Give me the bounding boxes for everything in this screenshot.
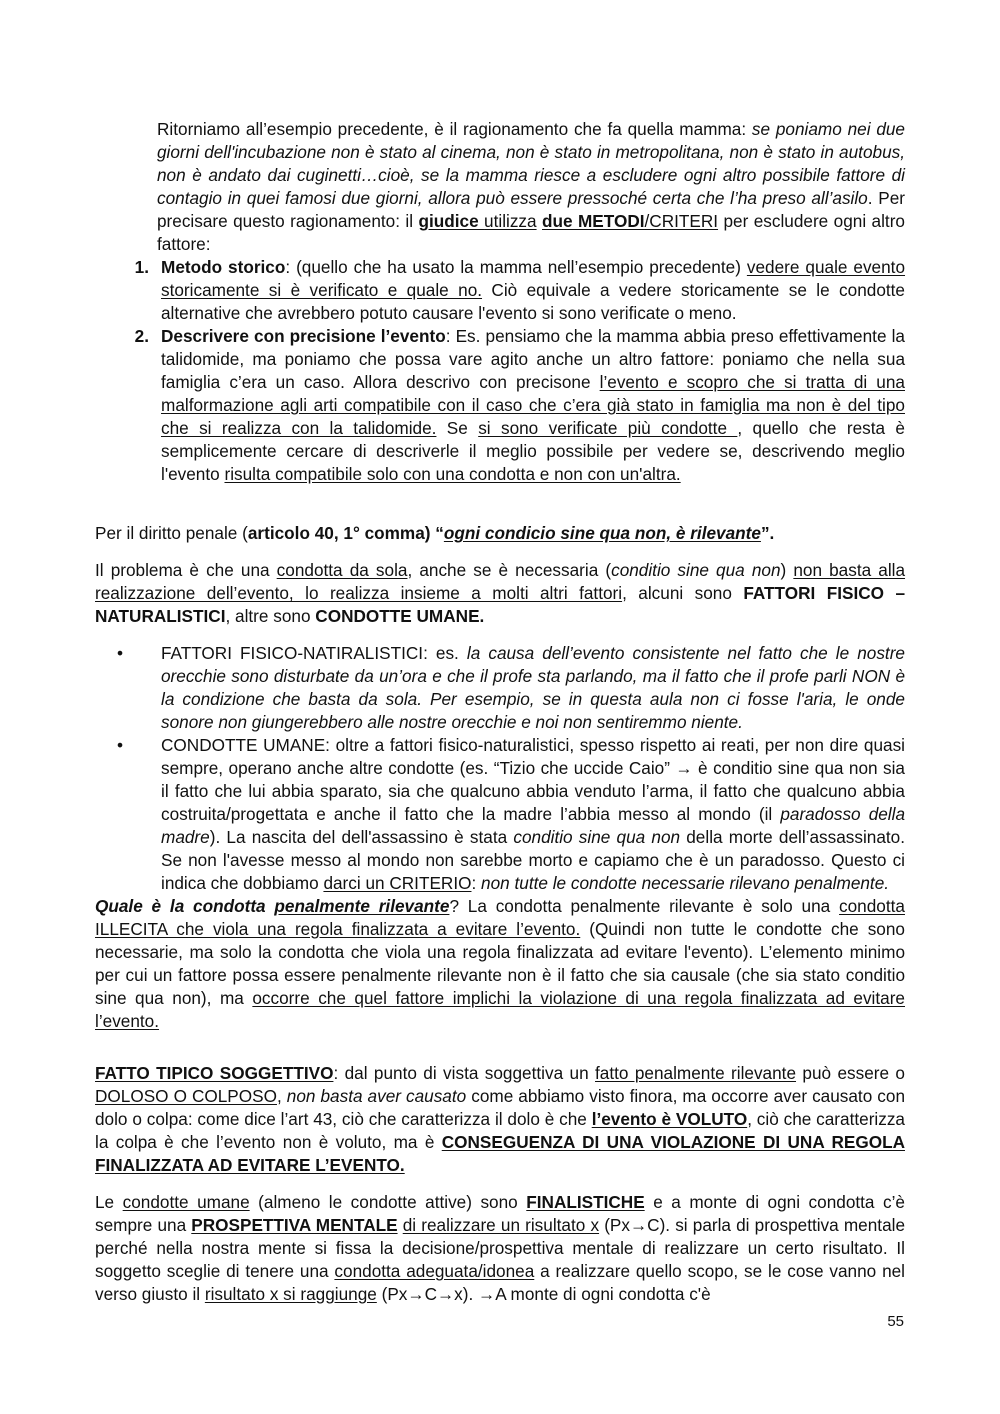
intro-section bbox=[95, 118, 905, 486]
text-run: (Quindi non tutte le condotte che sono necessarie, ma solo la condotta che viola una regola finalizzata ad evitare l'evento). L’elemento minimo per cui un fattore possa essere penalmente rilevante non è il fatto che sia causale (che sia stato conditio sine qua non), ma bbox=[95, 919, 905, 1008]
factors-list bbox=[95, 642, 905, 895]
text-run: a realizzare quello scopo, se le cose vanno nel verso giusto il bbox=[95, 1261, 905, 1304]
text-run: ? La condotta penalmente rilevante è solo una bbox=[449, 896, 840, 916]
article-40-section bbox=[95, 522, 905, 545]
text-run: : dal punto di vista soggettiva un bbox=[333, 1063, 596, 1083]
problem-section bbox=[95, 559, 905, 628]
subjective-fact-section bbox=[95, 1062, 905, 1177]
text-run: Se bbox=[436, 418, 479, 438]
text-run: condotta da sola bbox=[276, 560, 408, 580]
text-run: : (quello che ha usato la mamma nell’esempio precedente) bbox=[285, 257, 747, 277]
text-run: (almeno le condotte attive) sono bbox=[249, 1192, 527, 1212]
text-run: : bbox=[471, 873, 482, 893]
text-run: fatto penalmente rilevante bbox=[595, 1063, 797, 1083]
text-run: l’evento è VOLUTO bbox=[591, 1109, 748, 1129]
text-run: vedere quale evento storicamente si è verificato e quale no. bbox=[161, 257, 906, 300]
text-run: /CRITERI bbox=[644, 211, 719, 231]
text-run: ogni condicio sine qua non, è rilevante bbox=[443, 523, 761, 543]
text-run: due METODI bbox=[542, 211, 645, 231]
text-run: per escludere ogni altro fattore: bbox=[157, 211, 905, 254]
text-run: risulta compatibile solo con una condotta e non con un'altra. bbox=[224, 464, 681, 484]
text-run: Le bbox=[95, 1192, 123, 1212]
text-run: e a monte di ogni condotta c’è sempre una bbox=[95, 1192, 905, 1235]
factor-item bbox=[95, 734, 905, 895]
method-item bbox=[95, 325, 905, 486]
text-run: , quello che resta è semplicemente cercare di descriverle il meglio possibile per vedere se, descrivendo meglio l'evento bbox=[161, 418, 905, 484]
text-run: , altre sono bbox=[225, 606, 316, 626]
methods-list bbox=[95, 256, 905, 486]
text-run: non tutte le condotte necessarie rilevano penalmente. bbox=[481, 873, 890, 893]
text-run: PROSPETTIVA MENTALE bbox=[191, 1215, 398, 1235]
text-run: Per il diritto penale ( bbox=[95, 523, 248, 543]
list-marker: • bbox=[117, 643, 124, 663]
text-run: Metodo storico bbox=[161, 257, 286, 277]
text-run: (Px→C). si parla di prospettiva mentale perché nella nostra mente si fissa la decisione/prospettiva mentale di realizzare un certo risultato. Il soggetto sceglie di tenere una bbox=[95, 1215, 905, 1281]
text-run: , alcuni sono bbox=[622, 583, 744, 603]
problem-paragraph bbox=[95, 559, 905, 628]
text-run: Ciò equivale a vedere storicamente se le condotte alternative che avrebbero potuto causare l'evento si sono verificate o meno. bbox=[161, 280, 905, 323]
text-run: FINALISTICHE bbox=[526, 1192, 645, 1212]
text-run: FATTORI FISICO – NATURALISTICI bbox=[95, 583, 906, 626]
text-run: , bbox=[276, 1086, 287, 1106]
text-run: condotta ILLECITA che viola una regola finalizzata a evitare l’evento. bbox=[95, 896, 905, 939]
text-run: DOLOSO O COLPOSO bbox=[95, 1086, 277, 1106]
text-run: condotte umane bbox=[122, 1192, 250, 1212]
text-run: l’evento e scopro che si tratta di una malformazione agli arti compatibile con il caso che c’era già stato in famiglia ma non è del tipo che si realizza con la talidomide. bbox=[161, 372, 905, 438]
text-run: utilizza bbox=[484, 211, 537, 231]
list-marker: • bbox=[117, 735, 124, 755]
human-conduct-paragraph bbox=[95, 1191, 905, 1306]
text-run: conditio sine qua non bbox=[513, 827, 681, 847]
text-run: penalmente rilevante bbox=[274, 896, 450, 916]
text-run: ”. bbox=[760, 523, 775, 543]
text-run: giudice bbox=[418, 211, 485, 231]
text-run: non basta alla realizzazione dell’evento, lo realizza insieme a molti altri fattori bbox=[95, 560, 906, 603]
text-run: articolo 40, 1° comma) “ bbox=[247, 523, 444, 543]
page-number: 55 bbox=[887, 1313, 904, 1330]
text-run: darci un CRITERIO bbox=[323, 873, 472, 893]
text-run: conditio sine qua non bbox=[611, 560, 781, 580]
text-run: occorre che quel fattore implichi la violazione di una regola finalizzata ad evitare l’evento. bbox=[95, 988, 905, 1031]
subjective-fact-paragraph bbox=[95, 1062, 905, 1177]
text-run: FATTO TIPICO SOGGETTIVO bbox=[95, 1063, 334, 1083]
text-run: la causa dell’evento consistente nel fatto che le nostre orecchie sono disturbate da un’ora e che il profe sta parlando, ma il fatto che il profe parli NON è la condizione che basta da sola. Per esempio, se in questa aula non ci fosse l'aria, le onde sonore non giungerebbero alle nostre orecchie e noi non sentiremmo niente. bbox=[161, 643, 905, 732]
text-run: condotta adeguata/idonea bbox=[334, 1261, 535, 1281]
list-marker: 2. bbox=[134, 326, 149, 346]
text-run: . Per precisare questo ragionamento: il bbox=[157, 188, 905, 231]
text-run: ). La nascita del dell'assassino è stata bbox=[209, 827, 514, 847]
text-run: CONSEGUENZA DI UNA VIOLAZIONE DI UNA REGOLA FINALIZZATA AD EVITARE L’EVENTO. bbox=[95, 1132, 905, 1175]
text-run: FATTORI FISICO-NATIRALISTICI: es. bbox=[161, 643, 467, 663]
text-run: : Es. pensiamo che la mamma abbia preso effettivamente la talidomide, ma poniamo che possa vare agito anche un altro fattore: poniamo che nella sua famiglia c’era un caso. Allora descrivo con precisone bbox=[161, 326, 905, 392]
text-run: di realizzare un risultato x bbox=[402, 1215, 600, 1235]
human-conduct-section bbox=[95, 1191, 905, 1306]
factor-item bbox=[95, 642, 905, 734]
text-run: Ritorniamo all’esempio precedente, è il ragionamento che fa quella mamma: bbox=[157, 119, 752, 139]
text-run: Il problema è che una bbox=[95, 560, 277, 580]
text-run: ) bbox=[780, 560, 794, 580]
factors-section bbox=[95, 642, 905, 1033]
list-marker: 1. bbox=[134, 257, 149, 277]
text-run: , anche se è necessaria ( bbox=[407, 560, 612, 580]
relevant-conduct-paragraph bbox=[95, 895, 905, 1033]
text-run: come abbiamo visto finora, ma occorre aver causato con dolo o colpa: come dice l’art 43, ciò che caratterizza il dolo è che bbox=[95, 1086, 906, 1129]
text-run: risultato x si raggiunge bbox=[204, 1284, 377, 1304]
text-run: CONDOTTE UMANE. bbox=[315, 606, 485, 626]
text-run: se poniamo nei due giorni dell'incubazione non è stato al cinema, non è stato in metropolitana, non è stato in autobus, non è andato dai cuginetti…cioè, se la mamma riesce a escludere ogni altro possibile fattore di contagio in quei famosi due giorni, allora può essere pressoché certa che l’ha preso all’asilo bbox=[157, 119, 905, 208]
intro-paragraph bbox=[157, 118, 905, 256]
text-run: (Px→C→x). →A monte di ogni condotta c'è bbox=[376, 1284, 711, 1304]
text-run: CONDOTTE UMANE: oltre a fattori fisico-naturalistici, spesso rispetto ai reati, per non dire quasi sempre, operano anche altre condotte (es. “Tizio che uccide Caio” → è conditio sine qua non sia il fatto che lui abbia sparato, sia che qualcuno abbia venduto l’arma, il fatto che qualcuno abbia costruita/progettata e anche il fatto che la madre l’abbia messo al mondo (il bbox=[161, 735, 905, 824]
text-run: , ciò che caratterizza la colpa è che l’evento non è voluto, ma è bbox=[95, 1109, 905, 1152]
text-run: della morte dell’assassinato. Se non l'avesse messo al mondo non sarebbe morto e capiamo che è un paradosso. Questo ci indica che dobbiamo bbox=[161, 827, 905, 893]
text-run: paradosso della madre bbox=[161, 804, 906, 847]
text-run: Quale è la condotta bbox=[95, 896, 275, 916]
text-run: si sono verificate più condotte bbox=[478, 418, 738, 438]
text-run: può essere o bbox=[796, 1063, 905, 1083]
text-run: Descrivere con precisione l’evento bbox=[161, 326, 446, 346]
text-run: non basta aver causato bbox=[286, 1086, 467, 1106]
method-item bbox=[95, 256, 905, 325]
article-40-paragraph bbox=[95, 522, 905, 545]
